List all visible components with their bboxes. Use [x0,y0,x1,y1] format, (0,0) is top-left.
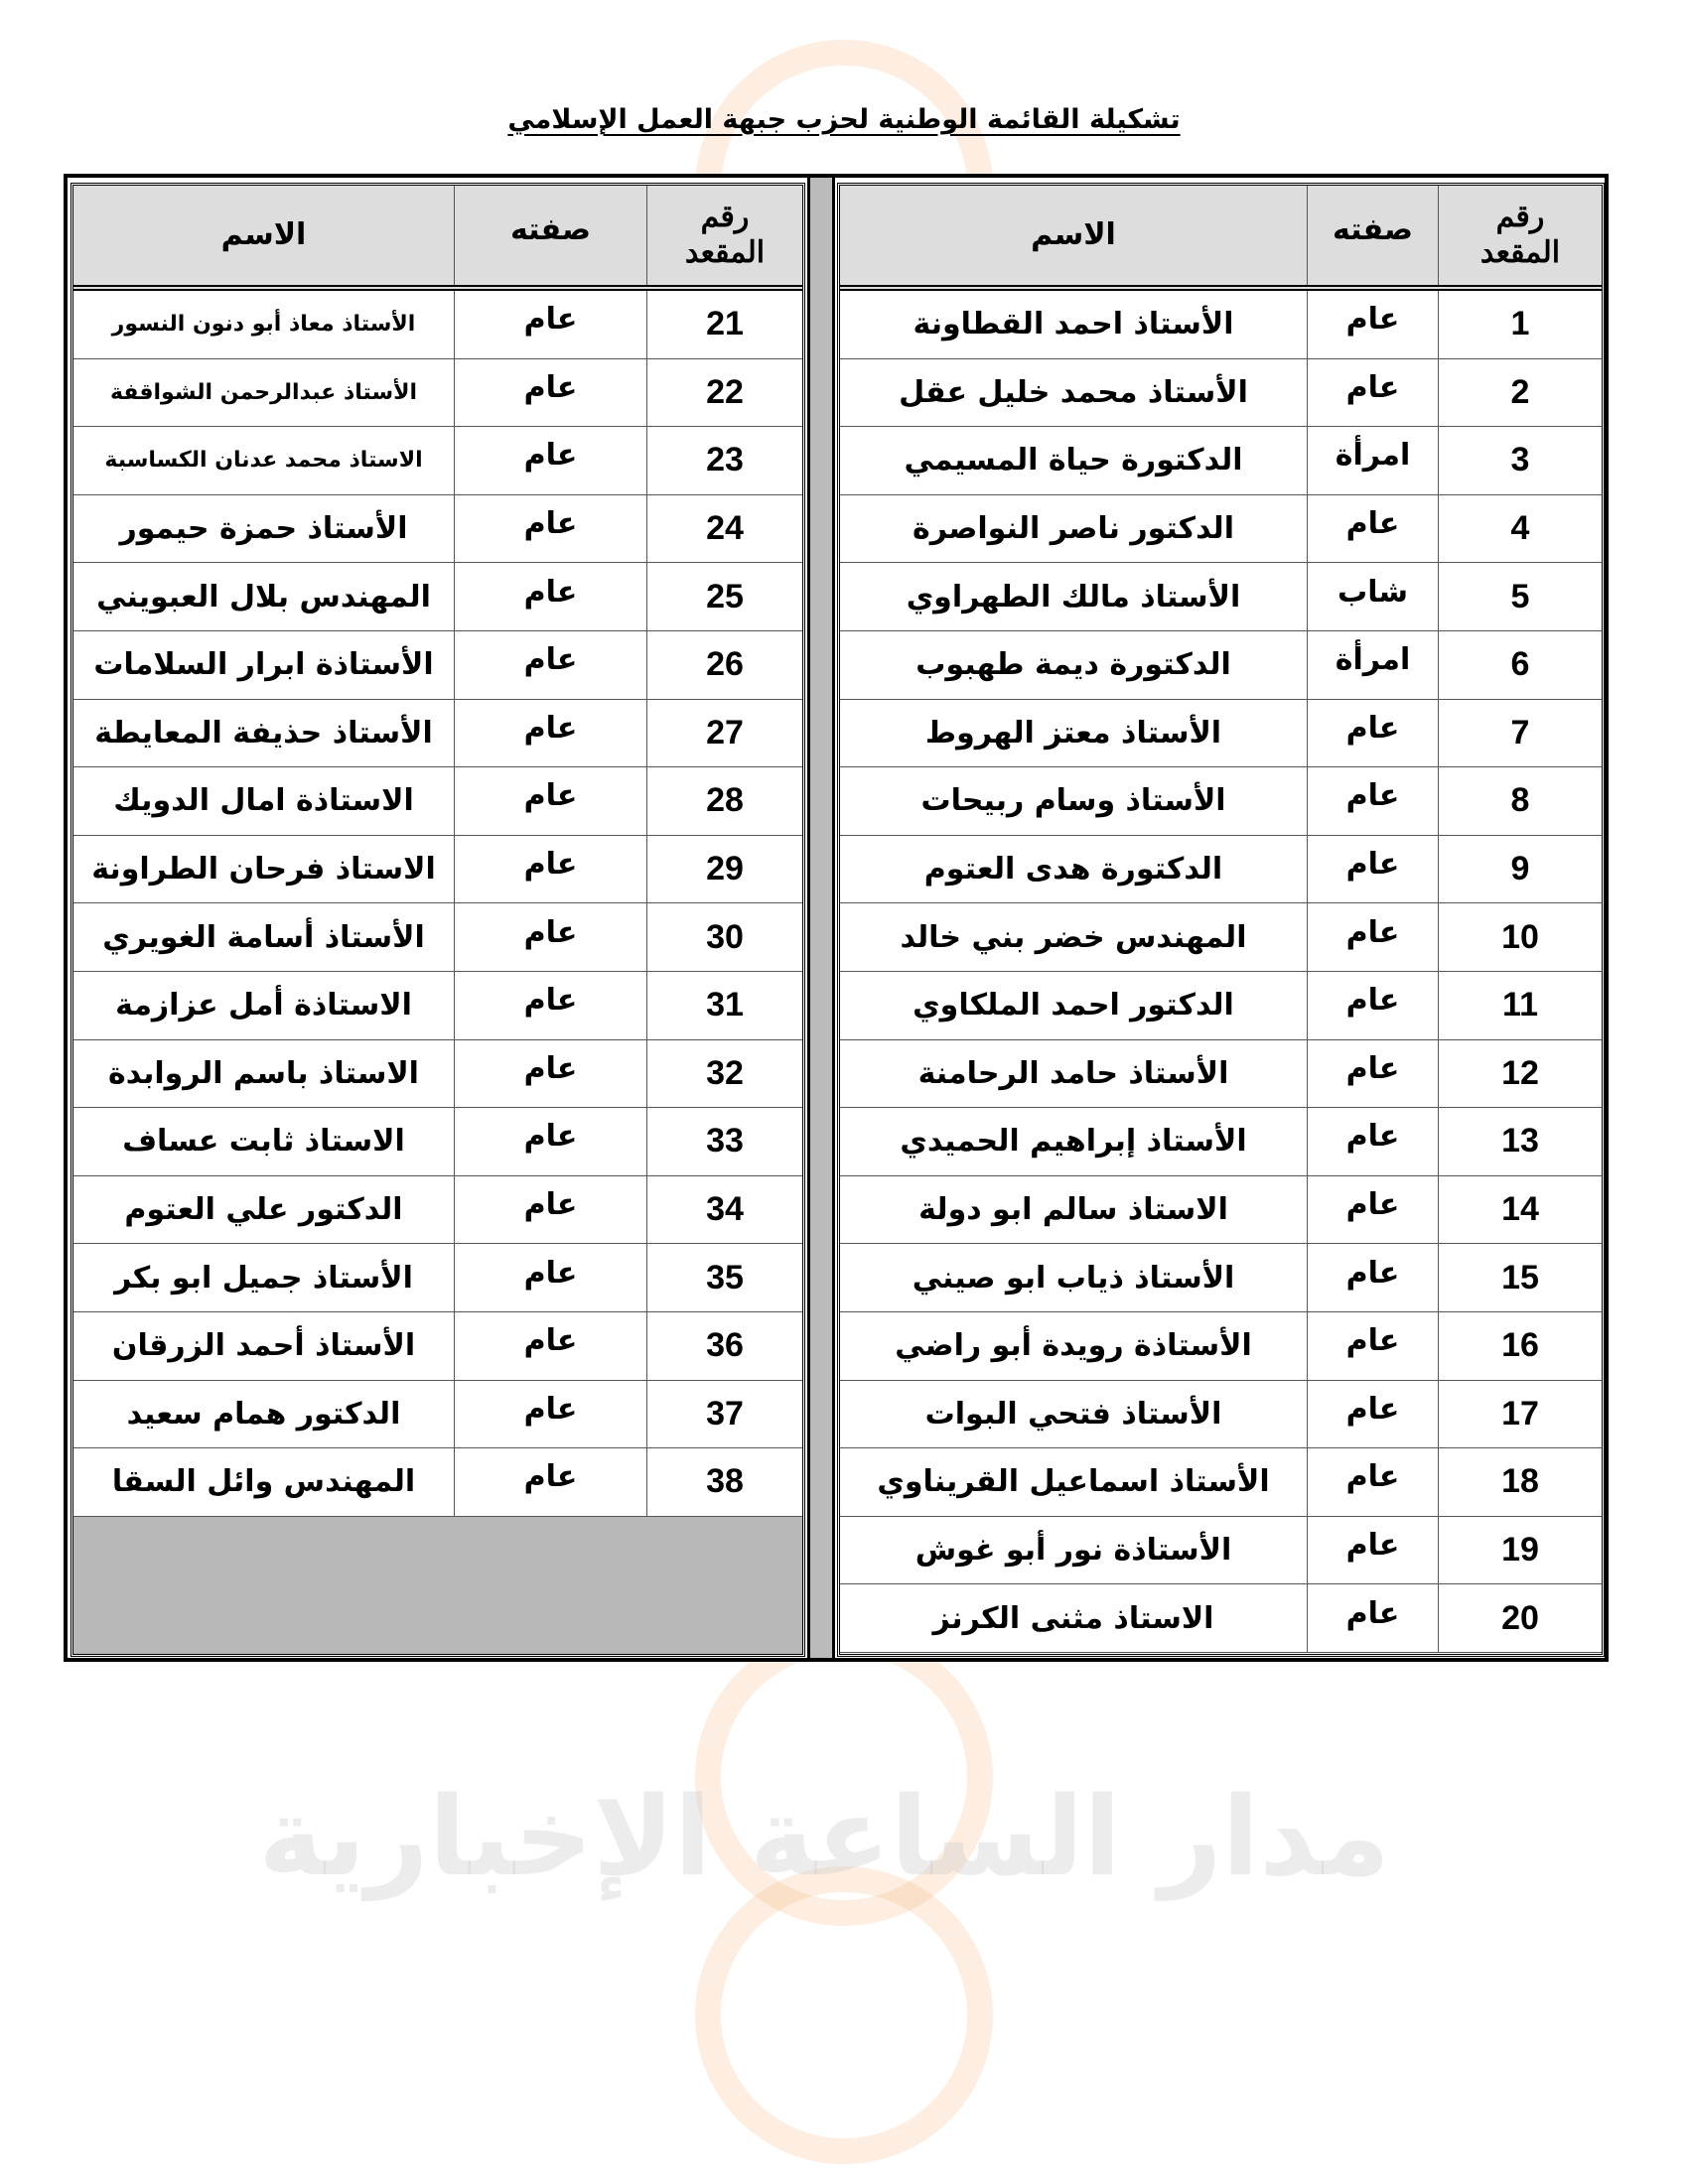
header-name: الاسم [220,217,307,252]
table-row [73,291,802,359]
candidate-name: الأستاذ عبدالرحمن الشواقفة [109,379,418,405]
table-row [840,1176,1602,1245]
candidate-capacity: عام [454,972,646,1039]
candidate-capacity: عام [1307,1584,1438,1652]
candidate-name: الاستاذة أمل عزازمة [115,988,412,1024]
table-row [73,563,802,631]
candidate-capacity: عام [454,427,646,494]
table-row [840,1517,1602,1585]
candidate-capacity: عام [1307,1176,1438,1244]
table-header-row [840,186,1602,291]
candidate-name: الاستاذة امال الدويك [113,783,414,819]
candidate-name: الأستاذ جميل ابو بكر [114,1260,413,1296]
table-row [840,495,1602,564]
candidate-name: الأستاذ حمزة حيمور [119,511,408,547]
table-row [73,631,802,700]
candidates-table-left [70,183,805,1657]
seat-number: 5 [1438,563,1602,630]
table-row [840,1584,1602,1653]
candidate-capacity: عام [454,903,646,971]
candidate-name: الأستاذ معتز الهروط [924,715,1222,751]
candidate-capacity: عام [1307,903,1438,971]
candidate-name: الأستاذ فتحي البوات [924,1396,1222,1432]
seat-number: 31 [646,972,802,1039]
seat-number: 6 [1438,631,1602,699]
candidate-capacity: عام [1307,767,1438,835]
candidate-capacity: عام [1307,700,1438,767]
seat-number: 10 [1438,903,1602,971]
candidate-name: الدكتور همام سعيد [126,1396,401,1432]
header-seat-line1: رقم [700,201,750,233]
seat-number: 36 [646,1312,802,1380]
seat-number: 8 [1438,767,1602,835]
candidate-capacity: عام [1307,1244,1438,1311]
candidate-capacity: عام [1307,1040,1438,1108]
seat-number: 22 [646,359,802,427]
table-row [73,903,802,972]
header-capacity: صفته [454,186,646,285]
table-row [73,836,802,904]
candidate-name: الأستاذ حامد الرحامنة [917,1055,1229,1091]
seat-number: 33 [646,1108,802,1175]
candidate-name: الأستاذة نور أبو غوش [914,1532,1232,1568]
candidate-capacity: عام [454,495,646,563]
table-row [73,1448,802,1517]
candidate-capacity: عام [454,1448,646,1516]
candidate-name: الاستاذ باسم الروابدة [108,1055,419,1091]
candidate-name: الأستاذة ابرار السلامات [93,647,434,683]
seat-number: 19 [1438,1517,1602,1584]
candidate-capacity: عام [454,1108,646,1175]
table-row [840,767,1602,836]
candidate-capacity: عام [454,359,646,427]
seat-number: 35 [646,1244,802,1311]
seat-number: 17 [1438,1381,1602,1448]
header-seat-number [646,186,802,285]
seat-number: 7 [1438,700,1602,767]
candidate-capacity: عام [454,1381,646,1448]
table-row [840,972,1602,1040]
seat-number: 32 [646,1040,802,1108]
candidate-name: الأستاذ وسام ربيحات [920,783,1226,819]
table-row [840,1244,1602,1312]
seat-number: 3 [1438,427,1602,494]
candidate-name: المهندس خضر بني خالد [900,919,1247,955]
table-row [840,1381,1602,1449]
table-row [840,427,1602,495]
candidate-name: الأستاذ احمد القطاونة [913,307,1234,342]
candidate-capacity: عام [1307,1448,1438,1516]
seat-number: 4 [1438,495,1602,563]
seat-number: 2 [1438,359,1602,427]
candidate-name: الدكتور علي العتوم [124,1192,403,1228]
seat-number: 20 [1438,1584,1602,1652]
header-name: الاسم [1031,217,1116,252]
table-header-row [73,186,802,291]
seat-number: 12 [1438,1040,1602,1108]
candidate-capacity: عام [454,1244,646,1311]
table-row [840,359,1602,428]
seat-number: 23 [646,427,802,494]
header-seat-number-text [685,200,765,271]
candidate-capacity: عام [454,291,646,358]
candidate-capacity: شاب [1307,563,1438,630]
candidate-capacity: عام [454,836,646,903]
header-seat-line2: المقعد [1479,236,1561,269]
seat-number: 37 [646,1381,802,1448]
table-row [840,836,1602,904]
candidate-capacity: عام [1307,972,1438,1039]
seat-number: 11 [1438,972,1602,1039]
table-row [840,1040,1602,1109]
candidate-name: الاستاذ ثابت عساف [122,1124,405,1160]
candidate-capacity: عام [454,631,646,699]
page-title [0,104,1688,135]
table-row [73,1108,802,1176]
header-seat-number [1438,186,1602,285]
candidate-capacity: عام [454,767,646,835]
table-row [840,1448,1602,1517]
candidate-capacity: عام [1307,359,1438,427]
header-seat-line2: المقعد [684,236,766,269]
candidate-capacity: عام [1307,291,1438,358]
table-row [840,631,1602,700]
candidate-capacity: عام [1307,1381,1438,1448]
seat-number: 27 [646,700,802,767]
candidate-name: الأستاذ حذيفة المعايطة [94,715,433,751]
watermark-clock-icon [695,1628,993,1926]
seat-number: 29 [646,836,802,903]
table-row [840,1312,1602,1381]
seat-number: 13 [1438,1108,1602,1175]
table-row [840,1108,1602,1176]
candidate-name: الأستاذ إبراهيم الحميدي [900,1124,1247,1160]
seat-number: 26 [646,631,802,699]
seat-number: 24 [646,495,802,563]
candidate-capacity: عام [454,1040,646,1108]
table-row [73,1176,802,1245]
candidate-capacity: عام [1307,836,1438,903]
empty-filler-cell [73,1517,802,1654]
header-seat-number-text [1480,200,1560,271]
header-seat-line1: رقم [1495,201,1545,233]
candidate-name: الأستاذ ذياب ابو صيني [912,1260,1235,1296]
candidate-capacity: عام [1307,1517,1438,1584]
watermark-logo: مدار الساعة الإخبارية [258,1773,1390,1900]
candidate-capacity: عام [454,1176,646,1244]
candidate-name: الدكتور ناصر النواصرة [913,511,1234,547]
table-row [73,972,802,1040]
candidate-capacity: عام [454,700,646,767]
table-row [73,1381,802,1449]
seat-number: 34 [646,1176,802,1244]
watermark-clock-icon [695,1866,993,2164]
table-row [840,700,1602,768]
candidate-name: الدكتورة ديمة طهبوب [915,647,1231,683]
candidate-name: المهندس بلال العبويني [96,579,431,614]
seat-number: 9 [1438,836,1602,903]
table-row [73,1040,802,1109]
table-row [73,1312,802,1381]
candidates-table-frame [64,174,1609,1662]
seat-number: 25 [646,563,802,630]
seat-number: 28 [646,767,802,835]
table-row [73,700,802,768]
candidate-name: الأستاذة رويدة أبو راضي [895,1328,1252,1364]
candidate-name: الاستاذ فرحان الطراونة [91,852,436,887]
table-row [840,291,1602,359]
candidate-name: الأستاذ محمد خليل عقل [899,374,1248,410]
seat-number: 16 [1438,1312,1602,1380]
seat-number: 30 [646,903,802,971]
candidate-name: الأستاذ مالك الطهراوي [906,579,1241,614]
candidate-name: الاستاذ مثنى الكرنز [932,1600,1214,1636]
table-divider [807,178,835,1658]
candidate-name: الأستاذ أسامة الغويري [102,919,425,955]
header-capacity: صفته [1307,186,1438,285]
candidate-capacity: عام [1307,1108,1438,1175]
seat-number: 14 [1438,1176,1602,1244]
candidate-name: الاستاذ محمد عدنان الكساسبة [104,448,423,474]
candidate-name: الدكتورة حياة المسيمي [904,443,1243,478]
seat-number: 18 [1438,1448,1602,1516]
table-row [73,495,802,564]
candidate-name: المهندس وائل السقا [111,1464,416,1500]
page-title-text: تشكيلة القائمة الوطنية لحزب جبهة العمل الإسلامي [507,104,1181,135]
seat-number: 38 [646,1448,802,1516]
candidate-capacity: عام [1307,495,1438,563]
candidate-capacity: عام [454,563,646,630]
table-row [73,767,802,836]
candidate-name: الأستاذ اسماعيل القريناوي [877,1464,1270,1500]
table-row [73,1244,802,1312]
candidate-capacity: عام [1307,1312,1438,1380]
candidate-name: الاستاذ سالم ابو دولة [918,1192,1228,1228]
seat-number: 1 [1438,291,1602,358]
candidate-capacity: امرأة [1307,631,1438,699]
table-row [73,359,802,428]
candidates-table-right [837,183,1605,1657]
candidate-name: الأستاذ معاذ أبو دنون النسور [111,312,416,338]
seat-number: 21 [646,291,802,358]
candidate-name: الدكتور احمد الملكاوي [913,988,1234,1024]
table-row [840,563,1602,631]
table-row [840,903,1602,972]
candidate-capacity: امرأة [1307,427,1438,494]
candidate-capacity: عام [454,1312,646,1380]
seat-number: 15 [1438,1244,1602,1311]
candidate-name: الدكتورة هدى العتوم [923,852,1223,887]
table-row [73,427,802,495]
candidate-name: الأستاذ أحمد الزرقان [111,1328,416,1364]
